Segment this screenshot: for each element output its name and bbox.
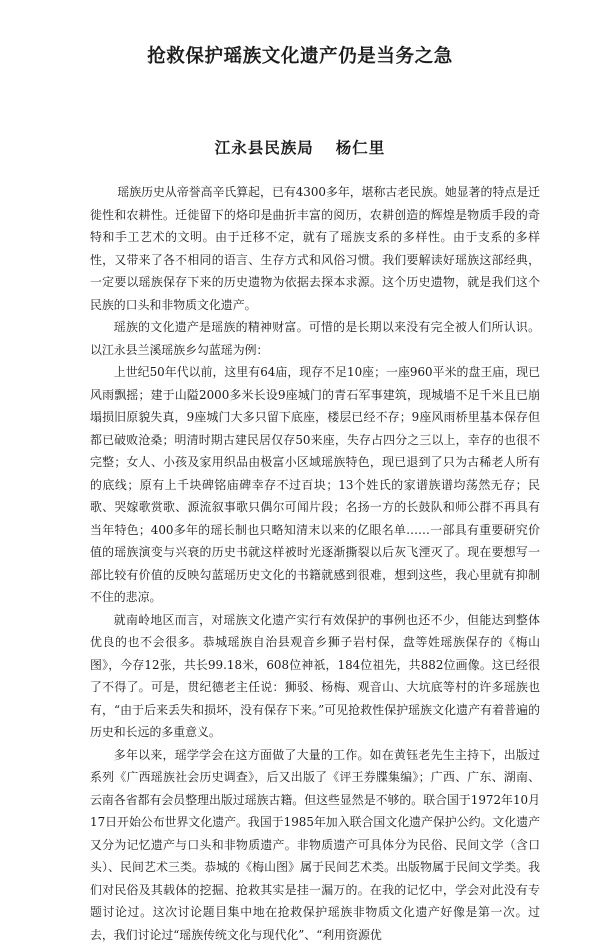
- page-title: 抢救保护瑶族文化遗产仍是当务之急: [0, 42, 600, 68]
- paragraph-4: 就南岭地区而言，对瑶族文化遗产实行有效保护的事例也还不少，但能达到整体优良的也不会很多。恭城瑶族自治县观音乡狮子岩村保，盘等姓瑶族保存的《梅山图》，今存12张，共长99.18米，608位神祇，184位祖先，共882位画像。这已经很了不得了。可是，贯纪德老主任说：狮驳、杨梅、观音山、大坑底等村的许多瑶族也有，“由于后来丢失和损坏，没有保存下来。”可见抢救性保护瑶族文化遗产有着普遍的历史和长远的多重意义。: [90, 609, 540, 744]
- paragraph-2: 瑶族的文化遗产是瑶族的精神财富。可惜的是长期以来没有完全被人们所认识。以江永县兰溪瑶族乡勾蓝瑶为例：: [90, 316, 540, 361]
- paragraph-5: 多年以来，瑶学学会在这方面做了大量的工作。如在黄钰老先生主持下，出版过系列《广西瑶族社会历史调查》，后又出版了《评王券牒集编》；广西、广东、湖南、云南各省都有会员整理出版过瑶族古籍。但这些显然是不够的。联合国于1972年10月17日开始公布世界文化遗产。我国于1985年加入联合国文化遗产保护公约。文化遗产又分为记忆遗产与口头和非物质遗产。非物质遗产可具体分为民俗、民间文学（含口头）、民间艺术三类。恭城的《梅山图》属于民间艺术类。出版物属于民间文学类。我们对民俗及其载体的挖掘、抢救其实是挂一漏万的。在我的记忆中，学会对此没有专题讨论过。这次讨论题目集中地在抢救保护瑶族非物质文化遗产好像是第一次。过去，我们讨论过“瑶族传统文化与现代化”、“利用资源优: [90, 744, 540, 946]
- author-name: 杨仁里: [336, 138, 386, 157]
- byline: [0, 136, 600, 158]
- paragraph-3: 上世纪50年代以前，这里有64庙，现存不足10座；一座960平米的盘王庙，现已风雨飘摇；建于山隘2000多米长设9座城门的青石军事建筑，现城墙不足千米且已崩塌损旧原貌失真，9座城门大多只留下底座，楼层已经不存；9座风雨桥里基本保存但都已破败沧桑；明清时期古建民居仅存50来座，失存占四分之三以上，幸存的也很不完整；女人、小孩及家用织品由极富小区域瑶族特色，现已退到了只为古稀老人所有的底线；原有上千块碑铭庙碑幸存不过百块；13个姓氏的家谱族谱均荡然无存；民歌、哭嫁歌赏歌、源流叙事歌只偶尔可闻片段；名扬一方的长鼓队和师公群不再具有当年特色；400多年的瑶长制也只略知清末以来的亿眼名单……一部具有重要研究价值的瑶族演变与兴衰的历史书就这样被时光逐渐撕裂以后灰飞湮灭了。现在要想写一部比较有价值的反映勾蓝瑶历史文化的书籍就感到很难，想到这些，我心里就有抑制不住的悲凉。: [90, 361, 540, 609]
- author-organization: 江永县民族局: [215, 138, 314, 157]
- paragraph-1: 瑶族历史从帝誉高辛氏算起，已有4300多年，堪称古老民族。她显著的特点是迁徙性和农耕性。迁徙留下的烙印是曲折丰富的阅历，农耕创造的辉煌是物质手段的奇特和手工艺术的文明。由于迁移不定，就有了瑶族支系的多样性。由于支系的多样性，又带来了各不相同的语言、生存方式和风俗习惯。我们要解读好瑶族这部经典，一定要以瑶族保存下来的历史遗物为依据去探本求源。这个历史遗物，就是我们这个民族的口头和非物质文化遗产。: [90, 181, 540, 316]
- article-body: [90, 181, 540, 946]
